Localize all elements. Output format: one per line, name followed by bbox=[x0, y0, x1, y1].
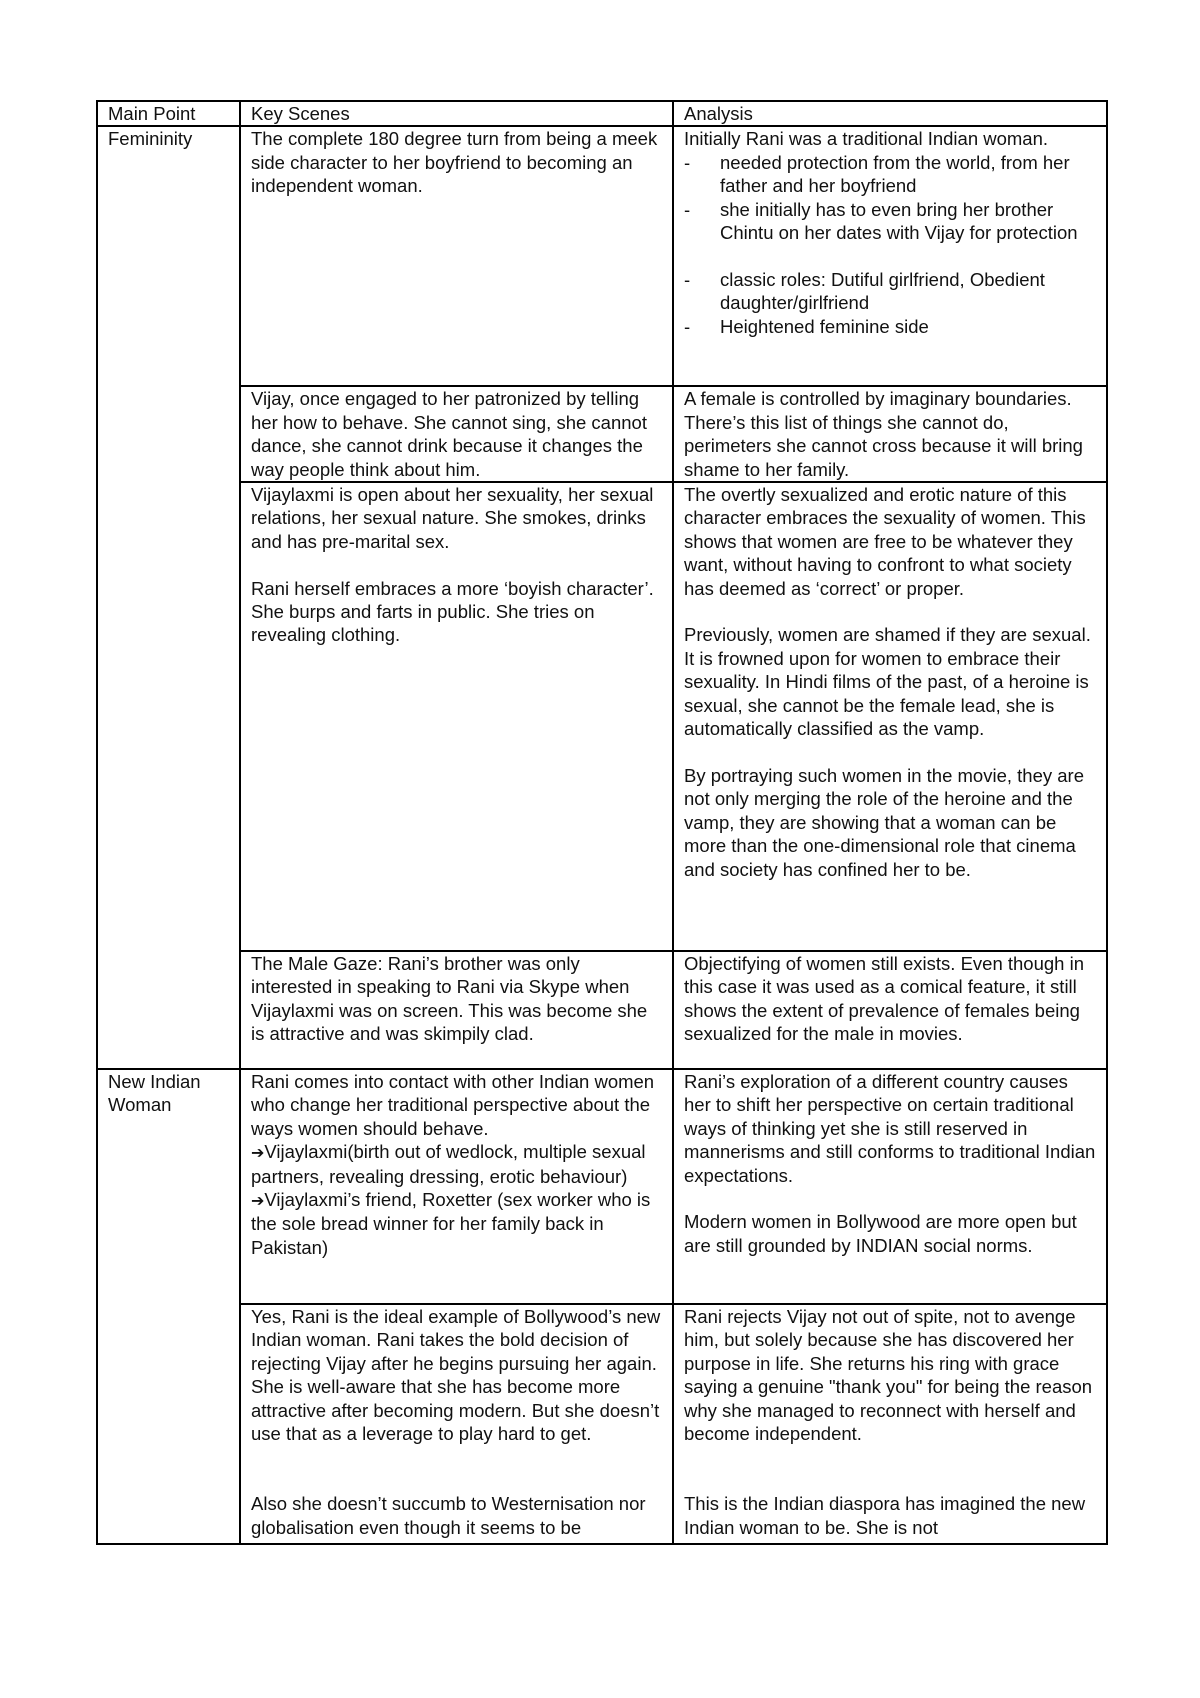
analysis-text: Previously, women are shamed if they are sexual. It is frowned upon for women to embrace their sexuality. In Hindi films of the past, of a heroine is sexual, she cannot be the female lead, she is automatically classified as the vamp. bbox=[684, 624, 1091, 740]
key-scene-text: Yes, Rani is the ideal example of Bollywood’s new Indian woman. Rani takes the bold decision of rejecting Vijay after he begins pursuing her again. She is well-aware that she has become more attractive after becoming modern. But she doesn’t use that as a leverage to play hard to get. bbox=[251, 1306, 661, 1445]
arrow-right-icon: ➔ bbox=[251, 1191, 265, 1211]
table-row bbox=[97, 1304, 1107, 1544]
paragraph-gap bbox=[251, 553, 664, 576]
list-item: - she initially has to even bring her brother Chintu on her dates with Vijay for protection bbox=[684, 198, 1098, 245]
table-row bbox=[97, 951, 1107, 1069]
analysis-cell bbox=[673, 1304, 1107, 1544]
analysis-table bbox=[96, 100, 1108, 1545]
analysis-text: Rani’s exploration of a different country causes her to shift her perspective on certain traditional ways of thinking yet she is still reserved in mannerisms and still conforms to traditional Indian expectations. bbox=[684, 1071, 1096, 1186]
analysis-text: A female is controlled by imaginary boundaries. There’s this list of things she cannot do, perimeters she cannot cross because it will bring shame to her family. bbox=[684, 388, 1083, 480]
analysis-text: Rani rejects Vijay not out of spite, not to avenge him, but solely because she has discovered her purpose in life. She returns his ring with grace saying a genuine "thank you" for being the reason why she managed to reconnect with herself and become independent. bbox=[684, 1306, 1093, 1445]
key-scene-cell bbox=[240, 386, 673, 482]
list-item: - needed protection from the world, from her father and her boyfriend bbox=[684, 151, 1098, 198]
paragraph-gap bbox=[684, 740, 1098, 763]
analysis-text: By portraying such women in the movie, they are not only merging the role of the heroine and the vamp, they are showing that a woman can be more than the one-dimensional role that cinema and society has confined her to be. bbox=[684, 764, 1084, 880]
paragraph-gap bbox=[684, 1445, 1098, 1468]
paragraph-gap bbox=[684, 1469, 1098, 1492]
header-analysis: Analysis bbox=[673, 101, 1107, 126]
arrow-item-text: Vijaylaxmi’s friend, Roxetter (sex worker who is the sole bread winner for her family back in Pakistan) bbox=[251, 1189, 651, 1258]
analysis-cell bbox=[673, 951, 1107, 1069]
key-scene-text: Also she doesn’t succumb to Westernisation nor globalisation even though it seems to be bbox=[251, 1493, 646, 1538]
analysis-text: This is the Indian diaspora has imagined the new Indian woman to be. She is not bbox=[684, 1493, 1086, 1538]
analysis-text: Objectifying of women still exists. Even though in this case it was used as a comical feature, it still shows the extent of prevalence of females being sexualized for the male in movies. bbox=[684, 953, 1084, 1045]
key-scene-cell bbox=[240, 126, 673, 386]
key-scene-text: The complete 180 degree turn from being a meek side character to her boyfriend to becoming an independent woman. bbox=[251, 128, 658, 197]
header-main-point: Main Point bbox=[97, 101, 240, 126]
key-scene-cell bbox=[240, 951, 673, 1069]
analysis-cell bbox=[673, 126, 1107, 386]
key-scene-cell bbox=[240, 1304, 673, 1544]
paragraph-gap bbox=[251, 1445, 664, 1468]
key-scene-text: Rani herself embraces a more ‘boyish character’. She burps and farts in public. She tries on revealing clothing. bbox=[251, 577, 654, 646]
paragraph-gap bbox=[684, 600, 1098, 623]
arrow-item bbox=[251, 1140, 664, 1188]
key-scene-text: The Male Gaze: Rani’s brother was only interested in speaking to Rani via Skype when Vijaylaxmi was on screen. This was become she is attractive and was skimpily clad. bbox=[251, 953, 648, 1045]
key-scene-text: Rani comes into contact with other Indian women who change her traditional perspective about the ways women should behave. bbox=[251, 1071, 655, 1139]
paragraph-gap bbox=[251, 1469, 664, 1492]
list-item: - Heightened feminine side bbox=[684, 315, 1098, 338]
arrow-item-text: Vijaylaxmi(birth out of wedlock, multiple sexual partners, revealing dressing, erotic behaviour) bbox=[251, 1141, 646, 1187]
table-row bbox=[97, 482, 1107, 951]
key-scene-cell bbox=[240, 482, 673, 951]
main-point-new-indian-woman: New Indian Woman bbox=[97, 1069, 240, 1544]
arrow-right-icon: ➔ bbox=[251, 1143, 265, 1163]
main-point-femininity: Femininity bbox=[97, 126, 240, 1069]
header-key-scenes: Key Scenes bbox=[240, 101, 673, 126]
table-row bbox=[97, 126, 1107, 386]
header-row bbox=[97, 101, 1107, 126]
analysis-cell bbox=[673, 1069, 1107, 1304]
table-row bbox=[97, 1069, 1107, 1304]
analysis-bullet-list bbox=[684, 151, 1098, 338]
analysis-text: The overtly sexualized and erotic nature of this character embraces the sexuality of women. This shows that women are free to be whatever they want, without having to confront to what society has deemed as ‘correct’ or proper. bbox=[684, 484, 1086, 599]
table-row bbox=[97, 386, 1107, 482]
list-item: - classic roles: Dutiful girlfriend, Obedient daughter/girlfriend bbox=[684, 268, 1098, 315]
analysis-intro: Initially Rani was a traditional Indian woman. bbox=[684, 128, 1049, 150]
paragraph-gap bbox=[684, 1187, 1098, 1210]
arrow-item bbox=[251, 1188, 664, 1259]
analysis-text: Modern women in Bollywood are more open but are still grounded by INDIAN social norms. bbox=[684, 1211, 1077, 1256]
key-scene-cell bbox=[240, 1069, 673, 1304]
key-scene-text: Vijaylaxmi is open about her sexuality, her sexual relations, her sexual nature. She smokes, drinks and has pre-marital sex. bbox=[251, 484, 654, 552]
analysis-cell bbox=[673, 482, 1107, 951]
analysis-cell bbox=[673, 386, 1107, 482]
key-scene-text: Vijay, once engaged to her patronized by telling her how to behave. She cannot sing, she cannot dance, she cannot drink because it changes the way people think about him. bbox=[251, 388, 647, 480]
